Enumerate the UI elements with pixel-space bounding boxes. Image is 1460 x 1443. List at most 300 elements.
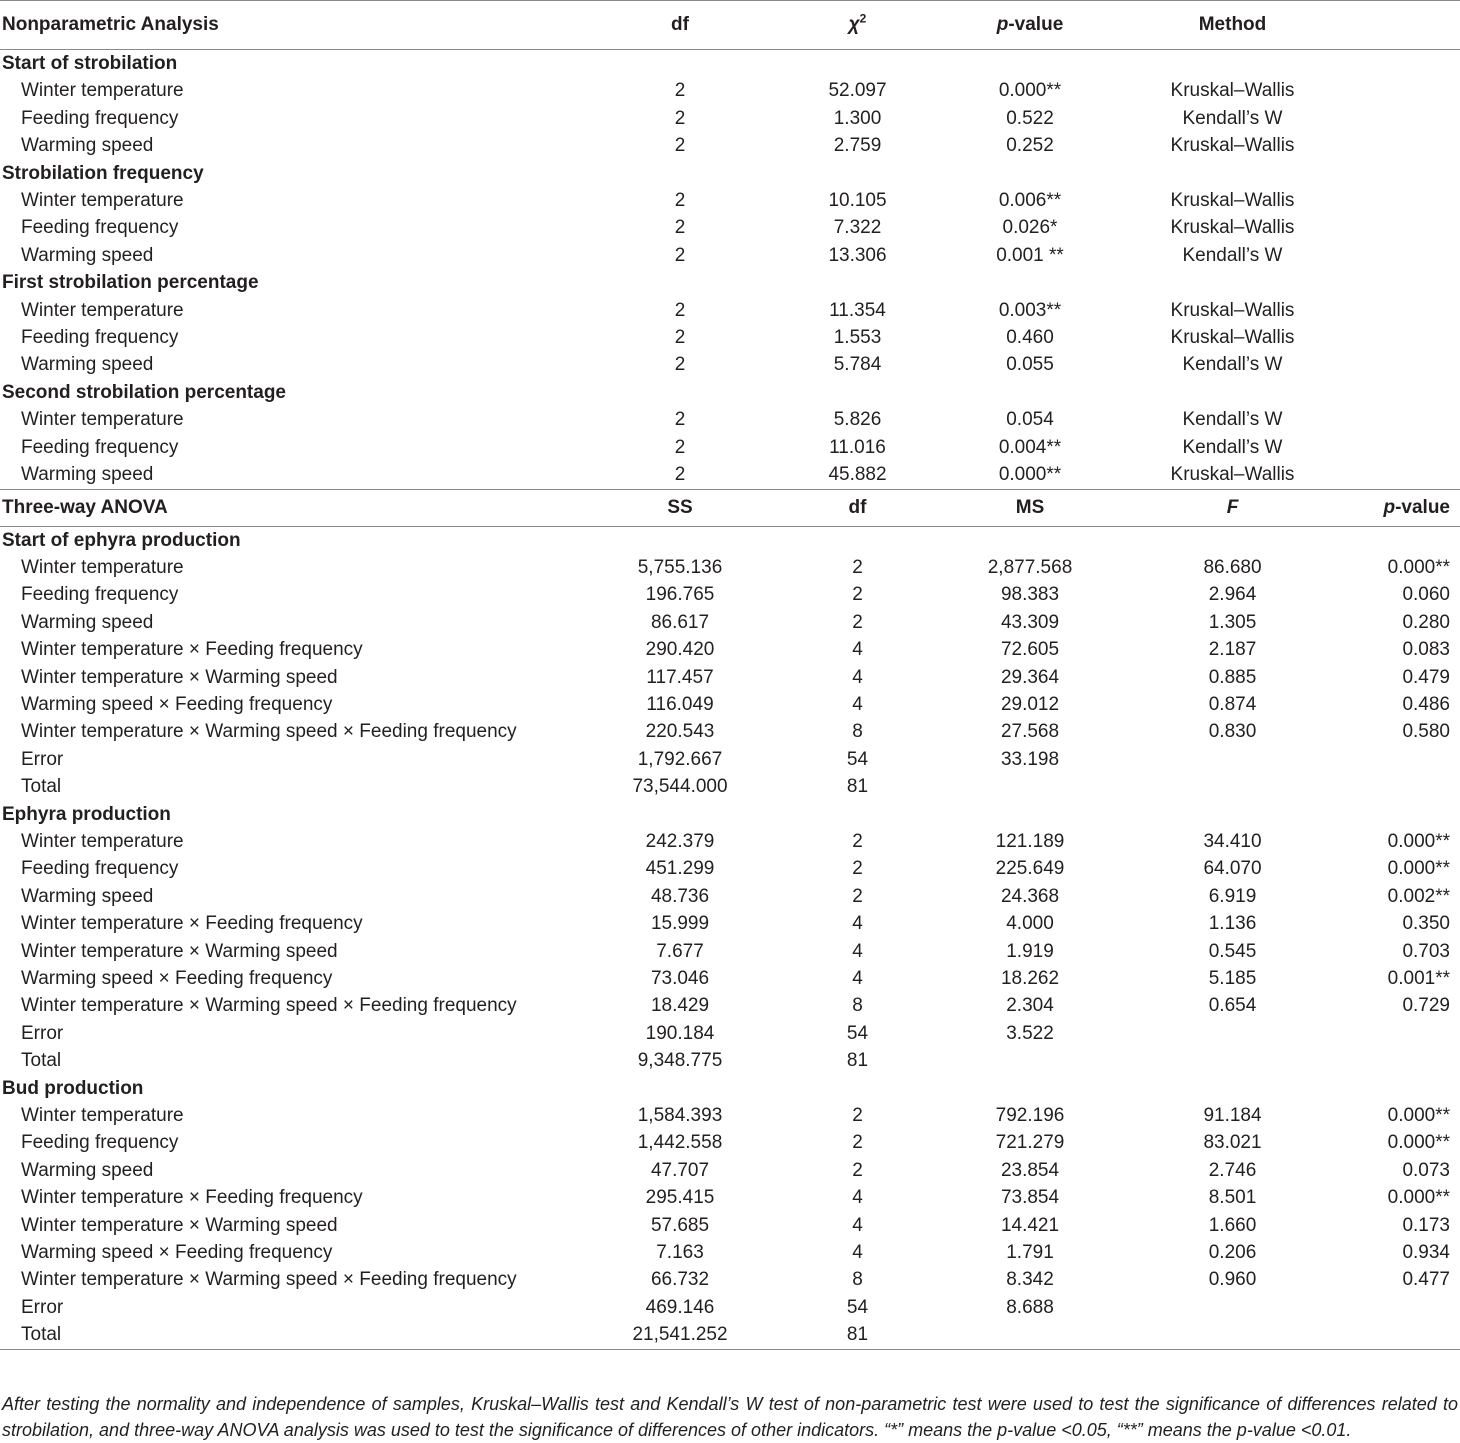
row-p-value <box>1350 1321 1460 1349</box>
row-factor: Warming speed <box>21 354 154 376</box>
table-row <box>0 1102 1460 1129</box>
row-df: 4 <box>852 968 863 989</box>
table-row <box>0 351 1460 378</box>
table-body <box>0 1 1460 1350</box>
row-source: Winter temperature × Warming speed × Feeding frequency <box>21 721 517 743</box>
header-p-value <box>945 1 1115 50</box>
row-empty <box>1350 242 1460 269</box>
row-chi-square: 11.016 <box>829 436 886 458</box>
header-three-way-anova: Three-way ANOVA <box>0 489 590 526</box>
row-source: Winter temperature <box>21 556 184 578</box>
table-row <box>0 1020 1460 1047</box>
table-row <box>0 1321 1460 1349</box>
row-p-value: 0.000** <box>998 464 1062 486</box>
row-p-value: 0.060 <box>1402 584 1450 606</box>
row-ms <box>945 1321 1115 1349</box>
row-f: 0.885 <box>1208 666 1257 688</box>
row-df: 2 <box>674 217 686 239</box>
row-source: Warming speed × Feeding frequency <box>21 1242 333 1264</box>
row-ms: 3.522 <box>1006 1022 1054 1044</box>
row-ss: 117.457 <box>646 666 714 688</box>
row-p-value: 0.000** <box>1387 830 1450 852</box>
p-italic: p <box>1383 496 1396 518</box>
table-row <box>0 77 1460 104</box>
row-factor: Winter temperature <box>21 299 184 321</box>
table-row <box>0 992 1460 1019</box>
section-title: Strobilation frequency <box>2 162 204 184</box>
table-row <box>0 214 1460 241</box>
section-row <box>0 269 1460 296</box>
row-f: 1.305 <box>1208 611 1257 633</box>
row-factor: Winter temperature <box>21 409 184 431</box>
row-source: Total <box>0 1321 590 1349</box>
row-f: 1.660 <box>1208 1214 1257 1236</box>
table-row <box>0 581 1460 608</box>
row-df: 4 <box>852 913 863 935</box>
row-empty <box>1350 77 1460 104</box>
row-p-value: 0.000** <box>998 80 1062 102</box>
p-value-suffix: -value <box>1395 496 1450 518</box>
row-empty <box>1350 187 1460 214</box>
row-method: Kendall’s W <box>1182 409 1283 431</box>
row-source: Winter temperature <box>21 830 184 852</box>
header-nonparametric-analysis: Nonparametric Analysis <box>0 1 590 50</box>
row-ms: 18.262 <box>1000 968 1060 989</box>
row-p-value: 0.522 <box>1006 107 1054 129</box>
row-f: 2.964 <box>1208 584 1257 606</box>
row-method: Kendall’s W <box>1182 244 1283 266</box>
row-source: Winter temperature <box>21 1105 184 1127</box>
row-source: Winter temperature × Feeding frequency <box>21 1187 363 1209</box>
table-row <box>0 636 1460 663</box>
row-ss: 190.184 <box>645 1022 715 1044</box>
row-ms: 98.383 <box>1000 584 1060 606</box>
row-f: 91.184 <box>1203 1105 1262 1127</box>
header-empty <box>1350 1 1460 50</box>
row-df: 2 <box>674 135 686 157</box>
row-empty <box>1350 105 1460 132</box>
row-source: Winter temperature × Feeding frequency <box>21 639 363 661</box>
table-row <box>0 965 1460 992</box>
row-df: 2 <box>852 611 863 633</box>
row-f: 2.746 <box>1208 1159 1257 1181</box>
row-df: 8 <box>852 995 863 1017</box>
row-p-value: 0.003** <box>998 299 1062 321</box>
row-f: 2.187 <box>1208 639 1257 661</box>
row-p-value <box>1350 1020 1460 1047</box>
row-p-value: 0.934 <box>1402 1242 1450 1264</box>
row-source: Winter temperature × Warming speed <box>21 666 338 688</box>
row-ms: 14.421 <box>1000 1214 1060 1236</box>
row-ss: 66.732 <box>650 1269 710 1291</box>
row-p-value <box>1350 746 1460 773</box>
row-chi-square: 5.826 <box>833 409 882 431</box>
row-ss: 57.685 <box>650 1214 710 1236</box>
row-ss: 7.677 <box>656 940 704 962</box>
row-source: Warming speed <box>21 1159 154 1181</box>
row-df: 2 <box>674 107 686 129</box>
row-chi-square: 1.553 <box>833 327 882 349</box>
row-df: 4 <box>852 666 863 688</box>
row-df: 8 <box>852 1269 863 1291</box>
section-row <box>0 50 1460 78</box>
row-p-value: 0.460 <box>1006 327 1054 349</box>
row-ms: 72.605 <box>1000 639 1060 661</box>
row-ms: 1.791 <box>1006 1242 1054 1264</box>
row-ms: 29.364 <box>1000 666 1060 688</box>
table-row <box>0 691 1460 718</box>
row-ss: 196.765 <box>645 584 715 606</box>
row-p-value: 0.703 <box>1402 940 1450 962</box>
row-source: Error <box>21 1022 64 1044</box>
row-f: 0.960 <box>1208 1269 1257 1291</box>
row-df: 2 <box>674 327 686 349</box>
header-df: df <box>590 1 770 50</box>
row-ss: 73.046 <box>650 968 710 989</box>
row-p-value <box>1350 1047 1460 1074</box>
table-row <box>0 406 1460 433</box>
section-row <box>0 1075 1460 1102</box>
header-chi-square <box>770 1 945 50</box>
table-row <box>0 1294 1460 1321</box>
p-value-suffix: -value <box>1008 14 1064 35</box>
table-row <box>0 883 1460 910</box>
header-method: Method <box>1115 1 1350 50</box>
row-df: 4 <box>852 940 863 962</box>
row-p-value: 0.173 <box>1402 1214 1450 1236</box>
row-source: Total <box>21 776 62 798</box>
row-ms: 8.688 <box>1006 1296 1054 1318</box>
row-p-value: 0.486 <box>1402 693 1450 715</box>
row-df: 2 <box>674 80 686 102</box>
table-row <box>0 324 1460 351</box>
row-chi-square: 13.306 <box>828 244 887 266</box>
row-df: 2 <box>674 299 686 321</box>
row-p-value: 0.073 <box>1402 1159 1450 1181</box>
section-title: Bud production <box>2 1077 144 1099</box>
row-df: 54 <box>846 1022 869 1044</box>
row-empty <box>1350 132 1460 159</box>
row-source: Winter temperature × Warming speed × Feeding frequency <box>21 1269 517 1291</box>
row-f: 6.919 <box>1208 885 1257 907</box>
table-row <box>0 609 1460 636</box>
row-factor: Feeding frequency <box>21 327 179 349</box>
row-source: Winter temperature × Warming speed × Feeding frequency <box>21 995 517 1017</box>
row-f <box>1115 1020 1350 1047</box>
row-df: 2 <box>852 885 863 907</box>
row-chi-square: 7.322 <box>833 217 882 239</box>
row-method: Kruskal–Wallis <box>1170 327 1295 349</box>
row-f <box>1115 746 1350 773</box>
row-ms: 33.198 <box>1000 748 1060 770</box>
row-df: 2 <box>674 190 686 212</box>
chi-symbol: χ <box>848 14 860 35</box>
section-title: Second strobilation percentage <box>2 381 286 403</box>
row-ss: 21,541.252 <box>590 1321 770 1349</box>
table-row <box>0 1184 1460 1211</box>
row-ss: 86.617 <box>650 611 710 633</box>
row-chi-square: 52.097 <box>828 80 887 102</box>
row-ms: 8.342 <box>1006 1269 1054 1291</box>
anova-header-row <box>0 489 1460 526</box>
row-f: 34.410 <box>1203 830 1262 852</box>
table-row <box>0 855 1460 882</box>
header-df: df <box>770 489 945 526</box>
row-ss: 18.429 <box>650 995 710 1017</box>
row-df: 2 <box>852 1132 863 1154</box>
table-row <box>0 105 1460 132</box>
row-ss: 73,544.000 <box>632 776 728 798</box>
row-p-value: 0.000** <box>1387 1187 1450 1209</box>
row-ms: 792.196 <box>995 1105 1065 1127</box>
row-ms: 121.189 <box>995 830 1065 852</box>
row-method: Kruskal–Wallis <box>1170 190 1295 212</box>
row-method: Kruskal–Wallis <box>1170 464 1295 486</box>
row-df: 2 <box>852 830 863 852</box>
row-f <box>1115 773 1350 800</box>
table-row <box>0 297 1460 324</box>
row-df: 4 <box>852 1187 863 1209</box>
row-ms: 1.919 <box>1006 940 1054 962</box>
p-italic: p <box>996 14 1009 35</box>
row-df: 4 <box>852 693 863 715</box>
row-f: 0.830 <box>1208 721 1257 743</box>
row-f: 86.680 <box>1203 556 1262 578</box>
row-df: 2 <box>674 354 686 376</box>
table-row <box>0 718 1460 745</box>
row-p-value: 0.001 ** <box>996 244 1064 266</box>
row-f: 64.070 <box>1203 858 1262 880</box>
row-p-value: 0.083 <box>1402 639 1450 661</box>
row-f: 0.874 <box>1208 693 1257 715</box>
row-df: 8 <box>852 721 863 743</box>
row-ms <box>945 773 1115 800</box>
row-empty <box>1350 351 1460 378</box>
row-df: 4 <box>852 1214 863 1236</box>
row-factor: Winter temperature <box>21 80 184 102</box>
row-ms: 225.649 <box>995 858 1065 880</box>
row-df: 2 <box>674 409 686 431</box>
row-ss: 47.707 <box>650 1159 710 1181</box>
row-df: 2 <box>674 244 686 266</box>
row-df: 2 <box>674 436 686 458</box>
row-source: Feeding frequency <box>21 858 179 880</box>
row-ms: 23.854 <box>1000 1159 1060 1181</box>
chi-superscript: 2 <box>859 11 867 26</box>
row-method: Kendall’s W <box>1182 436 1283 458</box>
row-ss: 242.379 <box>645 830 715 852</box>
row-ss: 290.420 <box>645 639 715 661</box>
row-p-value: 0.000** <box>1387 1132 1450 1154</box>
row-source: Error <box>21 748 64 770</box>
row-ms: 2.304 <box>1006 995 1054 1017</box>
row-source: Error <box>21 1296 64 1318</box>
row-ss: 1,792.667 <box>637 748 723 770</box>
row-p-value <box>1350 773 1460 800</box>
row-factor: Warming speed <box>21 135 154 157</box>
row-p-value: 0.006** <box>998 190 1062 212</box>
row-ss: 116.049 <box>646 693 714 715</box>
header-f: F <box>1115 489 1350 526</box>
row-ss: 220.543 <box>645 721 715 743</box>
row-p-value: 0.002** <box>1387 885 1450 907</box>
row-p-value: 0.729 <box>1402 995 1450 1017</box>
row-ms <box>945 1047 1115 1074</box>
row-empty <box>1350 214 1460 241</box>
row-source: Warming speed × Feeding frequency <box>21 968 333 989</box>
row-f <box>1115 1047 1350 1074</box>
row-method: Kendall’s W <box>1182 107 1283 129</box>
row-method: Kendall’s W <box>1182 354 1283 376</box>
table-footnote: After testing the normality and independence of samples, Kruskal–Wallis test and Kendall’s W test of non-parametric test were used to test the significance of differences related to strobilation, and three-way ANOVA analysis was used to test the significance of differences of other indicators. “*” means the p-value <0.05, “**” means the p-value <0.01. <box>2 1394 1458 1440</box>
row-f: 5.185 <box>1208 968 1257 989</box>
row-source: Warming speed × Feeding frequency <box>21 693 333 715</box>
row-ss: 15.999 <box>650 913 710 935</box>
row-ms: 43.309 <box>1000 611 1060 633</box>
table-row <box>0 773 1460 800</box>
row-ss: 7.163 <box>656 1242 704 1264</box>
row-method: Kruskal–Wallis <box>1170 217 1295 239</box>
row-f <box>1115 1294 1350 1321</box>
section-title: Start of strobilation <box>2 53 178 74</box>
row-source: Warming speed <box>21 885 154 907</box>
table-row <box>0 1212 1460 1239</box>
row-ms: 27.568 <box>1000 721 1060 743</box>
row-p-value: 0.054 <box>1006 409 1054 431</box>
row-p-value: 0.055 <box>1006 354 1054 376</box>
row-empty <box>1350 461 1460 489</box>
row-ss: 295.415 <box>645 1187 715 1209</box>
row-ms: 2,877.568 <box>987 556 1073 578</box>
row-factor: Warming speed <box>21 464 154 486</box>
row-df: 81 <box>770 1321 945 1349</box>
row-p-value: 0.000** <box>1387 1105 1450 1127</box>
row-f: 0.206 <box>1208 1242 1257 1264</box>
row-f: 0.545 <box>1208 940 1257 962</box>
row-source: Total <box>21 1050 62 1072</box>
row-f: 0.654 <box>1208 995 1257 1017</box>
table-row <box>0 664 1460 691</box>
row-df: 4 <box>852 639 863 661</box>
row-ms: 73.854 <box>1000 1187 1060 1209</box>
row-factor: Feeding frequency <box>21 217 179 239</box>
table-row <box>0 1047 1460 1074</box>
table-row <box>0 1129 1460 1156</box>
row-ms: 4.000 <box>1006 913 1054 935</box>
table-row <box>0 938 1460 965</box>
row-empty <box>1350 406 1460 433</box>
row-p-value: 0.000** <box>1387 858 1450 880</box>
row-df: 4 <box>852 1242 863 1264</box>
table-row <box>0 187 1460 214</box>
table-row <box>0 1239 1460 1266</box>
row-chi-square: 45.882 <box>828 464 887 486</box>
row-df: 2 <box>852 556 863 578</box>
row-p-value: 0.580 <box>1402 721 1450 743</box>
header-ss: SS <box>590 489 770 526</box>
row-source: Winter temperature × Warming speed <box>21 940 338 962</box>
row-factor: Winter temperature <box>21 190 184 212</box>
row-f: 8.501 <box>1208 1187 1257 1209</box>
row-f: 1.136 <box>1208 913 1257 935</box>
row-factor: Feeding frequency <box>21 107 179 129</box>
row-source: Winter temperature × Feeding frequency <box>21 913 363 935</box>
row-ss: 5,755.136 <box>637 556 723 578</box>
row-method: Kruskal–Wallis <box>1170 299 1295 321</box>
row-df: 54 <box>846 1296 869 1318</box>
table-row <box>0 746 1460 773</box>
section-row <box>0 801 1460 828</box>
row-p-value <box>1350 1294 1460 1321</box>
row-f <box>1115 1321 1350 1349</box>
table-row <box>0 554 1460 581</box>
section-title: Ephyra production <box>2 803 171 825</box>
section-row <box>0 526 1460 554</box>
row-method: Kruskal–Wallis <box>1170 80 1295 102</box>
row-p-value: 0.280 <box>1402 611 1450 633</box>
nonparametric-header-row <box>0 1 1460 50</box>
row-empty <box>1350 297 1460 324</box>
row-method: Kruskal–Wallis <box>1170 135 1295 157</box>
row-ss: 9,348.775 <box>637 1050 723 1072</box>
row-p-value: 0.252 <box>1006 135 1054 157</box>
row-df: 2 <box>852 1105 863 1127</box>
table-row <box>0 132 1460 159</box>
row-chi-square: 2.759 <box>833 135 882 157</box>
section-row <box>0 160 1460 187</box>
row-p-value: 0.026* <box>1002 217 1058 239</box>
row-p-value: 0.004** <box>998 436 1062 458</box>
table-row <box>0 828 1460 855</box>
row-ss: 469.146 <box>645 1296 715 1318</box>
row-df: 54 <box>846 748 869 770</box>
header-p-value <box>1350 489 1460 526</box>
table-row <box>0 242 1460 269</box>
row-ss: 1,442.558 <box>637 1132 723 1154</box>
row-chi-square: 1.300 <box>833 107 882 129</box>
row-factor: Warming speed <box>21 244 154 266</box>
table-row <box>0 1266 1460 1293</box>
row-ss: 451.299 <box>645 858 715 880</box>
row-source: Feeding frequency <box>21 1132 179 1154</box>
row-df: 81 <box>846 1050 869 1072</box>
row-df: 2 <box>852 858 863 880</box>
row-ms: 24.368 <box>1000 885 1060 907</box>
section-title: Start of ephyra production <box>2 529 241 551</box>
row-p-value: 0.000** <box>1387 556 1450 578</box>
row-p-value: 0.001** <box>1387 968 1450 989</box>
row-p-value: 0.479 <box>1402 666 1450 688</box>
table-row <box>0 434 1460 461</box>
row-ss: 1,584.393 <box>637 1105 723 1127</box>
row-chi-square: 11.354 <box>829 299 886 321</box>
table-row <box>0 1157 1460 1184</box>
row-factor: Feeding frequency <box>21 436 179 458</box>
table-row <box>0 910 1460 937</box>
row-chi-square: 5.784 <box>833 354 882 376</box>
row-df: 2 <box>674 464 686 486</box>
row-empty <box>1350 324 1460 351</box>
row-source: Winter temperature × Warming speed <box>21 1214 338 1236</box>
row-p-value: 0.350 <box>1402 913 1450 935</box>
row-df: 2 <box>852 584 863 606</box>
row-ss: 48.736 <box>650 885 710 907</box>
row-ms: 29.012 <box>1000 693 1060 715</box>
header-ms: MS <box>945 489 1115 526</box>
row-source: Warming speed <box>21 611 154 633</box>
row-ms: 721.279 <box>995 1132 1065 1154</box>
row-f: 83.021 <box>1203 1132 1262 1154</box>
